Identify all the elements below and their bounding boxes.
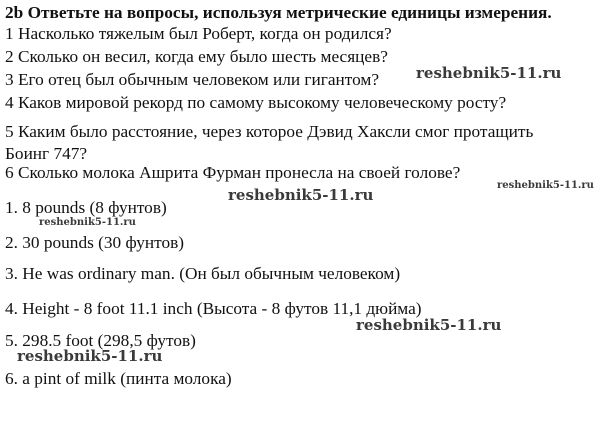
watermark: reshebnik5-11.ru (416, 64, 562, 82)
answer-1: 1. 8 pounds (8 фунтов) (5, 198, 167, 217)
question-3: 3 Его отец был обычным человеком или гигантом? (5, 70, 380, 89)
answer-4: 4. Height - 8 foot 11.1 inch (Высота - 8 футов 11,1 дюйма) (5, 299, 422, 318)
question-2: 2 Сколько он весил, когда ему было шесть месяцев? (5, 47, 388, 66)
watermark: reshebnik5-11.ru (356, 316, 502, 334)
watermark: reshebnik5-11.ru (39, 217, 136, 228)
answer-3: 3. He was ordinary man. (Он был обычным человеком) (5, 264, 401, 283)
watermark: reshebnik5-11.ru (17, 347, 163, 365)
question-5-continuation: Боинг 747? (5, 144, 88, 163)
question-1: 1 Насколько тяжелым был Роберт, когда он родился? (5, 24, 392, 43)
exercise-heading: 2b Ответьте на вопросы, используя метрические единицы измерения. (5, 3, 552, 22)
watermark: reshebnik5-11.ru (228, 186, 374, 204)
answer-6: 6. a pint of milk (пинта молока) (5, 369, 232, 388)
question-5: 5 Каким было расстояние, через которое Дэвид Хаксли смог протащить (5, 122, 534, 141)
answer-2: 2. 30 pounds (30 фунтов) (5, 233, 185, 252)
question-6: 6 Сколько молока Ашрита Фурман пронесла на своей голове? (5, 163, 461, 182)
answer-5: 5. 298.5 foot (298,5 футов) (5, 331, 196, 350)
watermark: reshebnik5-11.ru (497, 180, 594, 191)
question-4: 4 Каков мировой рекорд по самому высокому человеческому росту? (5, 93, 507, 112)
